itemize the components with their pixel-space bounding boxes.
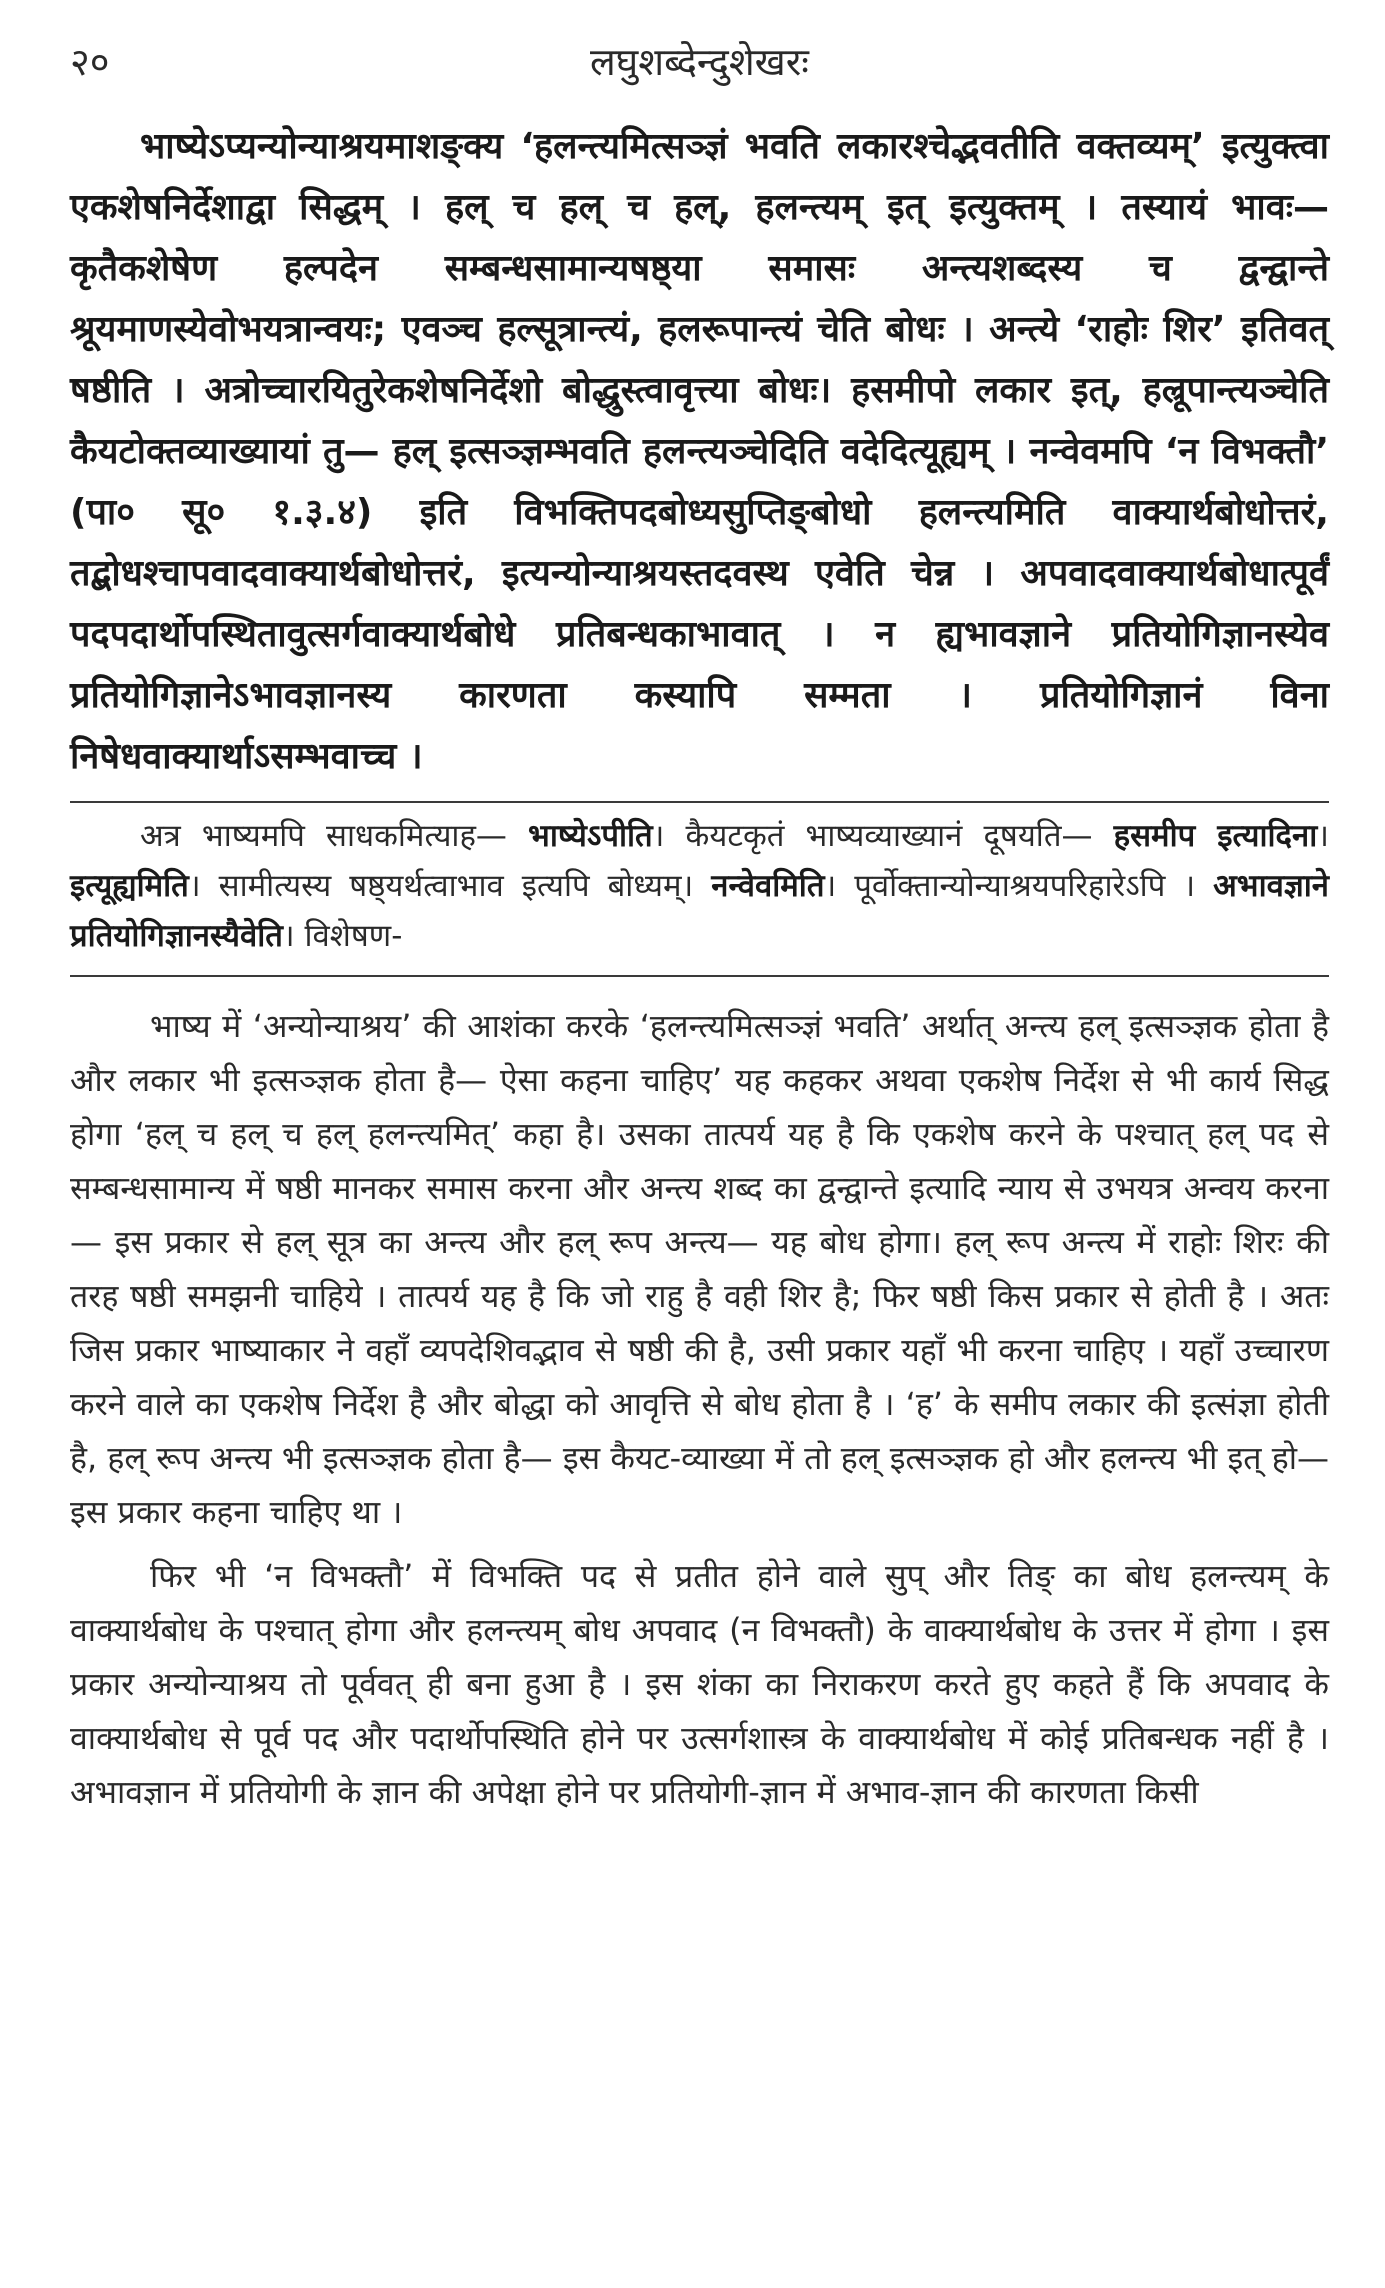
commentary-keyword: अभावज्ञाने प्रतियोगिज्ञानस्यैवेति [70,868,1329,954]
divider-bottom [70,975,1329,977]
commentary-text: । पूर्वोक्तान्योन्याश्रयपरिहारेऽपि । [824,868,1214,904]
commentary-keyword: इत्यूह्यमिति [70,868,189,904]
translation-paragraph-2: फिर भी ‘न विभक्तौ’ में विभक्ति पद से प्रतीत होने वाले सुप् और तिङ् का बोध हलन्त्यम् के वाक्यार्थबोध के पश्चात् होगा और हलन्त्यम् बोध अपवाद (न विभक्तौ) के वाक्यार्थबोध के उत्तर में होगा । इस प्रकार अन्योन्याश्रय तो पूर्ववत् ही बना हुआ है । इस शंका का निराकरण करते हुए कहते हैं कि अपवाद के वाक्यार्थबोध से पूर्व पद और पदार्थोपस्थिति होने पर उत्सर्गशास्त्र के वाक्यार्थबोध में कोई प्रतिबन्धक नहीं है । अभावज्ञान में प्रतियोगी के ज्ञान की अपेक्षा होने पर प्रतियोगी-ज्ञान में अभाव-ज्ञान की कारणता किसी [70,1557,1329,1811]
commentary-paragraph [70,811,1329,961]
commentary-keyword: नन्वेवमिति [711,868,825,904]
commentary-text: । कैयटकृतं भाष्यव्याख्यानं दूषयति— [652,818,1114,854]
divider-top [70,801,1329,803]
page-number: २० [70,40,110,84]
commentary-text: । विशेषण- [282,918,403,954]
commentary-text: अत्र भाष्यमपि साधकमित्याह— [140,818,529,854]
root-text-paragraph: भाष्येऽप्यन्योन्याश्रयमाशङ्क्य ‘हलन्त्यमित्सञ्ज्ञं भवति लकारश्चेद्भवतीति वक्तव्यम्’ इत्युक्त्वा एकशेषनिर्देशाद्वा सिद्धम् । हल् च हल् च हल्, हलन्त्यम् इत् इत्युक्तम् । तस्यायं भावः— कृतैकशेषेण हल्पदेन सम्बन्धसामान्यषष्ठ्या समासः अन्त्यशब्दस्य च द्वन्द्वान्ते श्रूयमाणस्येवोभयत्रान्वयः; एवञ्च हल्सूत्रान्त्यं, हलरूपान्त्यं चेति बोधः । अन्त्ये ‘राहोः शिर’ इतिवत् षष्ठीति । अत्रोच्चारयितुरेकशेषनिर्देशो बोद्धुस्त्वावृत्त्या बोधः। हसमीपो लकार इत्, हल्रूपान्त्यञ्चेति कैयटोक्तव्याख्यायां तु— हल् इत्सञ्ज्ञम्भवति हलन्त्यञ्चेदिति वदेदित्यूह्यम् । नन्वेवमपि ‘न विभक्तौ’ (पा० सू० १.३.४) इति विभक्तिपदबोध्यसुप्तिङ्बोधो हलन्त्यमिति वाक्यार्थबोधोत्तरं, तद्बोधश्चापवादवाक्यार्थबोधोत्तरं, इत्यन्योन्याश्रयस्तदवस्थ एवेति चेन्न । अपवादवाक्यार्थबोधात्पूर्वं पदपदार्थोपस्थितावुत्सर्गवाक्यार्थबोधे प्रतिबन्धकाभावात् । न ह्यभावज्ञाने प्रतियोगिज्ञानस्येव प्रतियोगिज्ञानेऽभावज्ञानस्य कारणता कस्यापि सम्मता । प्रतियोगिज्ञानं विना निषेधवाक्यार्थाऽसम्भवाच्च । [70,126,1329,777]
commentary-text: । सामीत्यस्य षष्ठ्यर्थत्वाभाव इत्यपि बोध्यम्। [188,868,712,904]
commentary-keyword: भाष्येऽपीति [528,818,653,854]
commentary-text: । [1317,818,1329,854]
running-title: लघुशब्देन्दुशेखरः [590,40,809,84]
commentary-keyword: हसमीप इत्यादिना [1113,818,1318,854]
translation-paragraph-1: भाष्य में ‘अन्योन्याश्रय’ की आशंका करके ‘हलन्त्यमित्सञ्ज्ञं भवति’ अर्थात् अन्त्य हल् इत्सञ्ज्ञक होता है और लकार भी इत्सञ्ज्ञक होता है— ऐसा कहना चाहिए’ यह कहकर अथवा एकशेष निर्देश से भी कार्य सिद्ध होगा ‘हल् च हल् च हल् हलन्त्यमित्’ कहा है। उसका तात्पर्य यह है कि एकशेष करने के पश्चात् हल् पद से सम्बन्धसामान्य में षष्ठी मानकर समास करना और अन्त्य शब्द का द्वन्द्वान्ते इत्यादि न्याय से उभयत्र अन्वय करना— इस प्रकार से हल् सूत्र का अन्त्य और हल् रूप अन्त्य— यह बोध होगा। हल् रूप अन्त्य में राहोः शिरः की तरह षष्ठी समझनी चाहिये । तात्पर्य यह है कि जो राहु है वही शिर है; फिर षष्ठी किस प्रकार से होती है । अतः जिस प्रकार भाष्याकार ने वहाँ व्यपदेशिवद्भाव से षष्ठी की है, उसी प्रकार यहाँ भी करना चाहिए । यहाँ उच्चारण करने वाले का एकशेष निर्देश है और बोद्धा को आवृत्ति से बोध होता है । ‘ह’ के समीप लकार की इत्संज्ञा होती है, हल् रूप अन्त्य भी इत्सञ्ज्ञक होता है— इस कैयट-व्याख्या में तो हल् इत्सञ्ज्ञक हो और हलन्त्य भी इत् हो— इस प्रकार कहना चाहिए था । [70,1007,1329,1531]
page-header [70,28,1329,98]
